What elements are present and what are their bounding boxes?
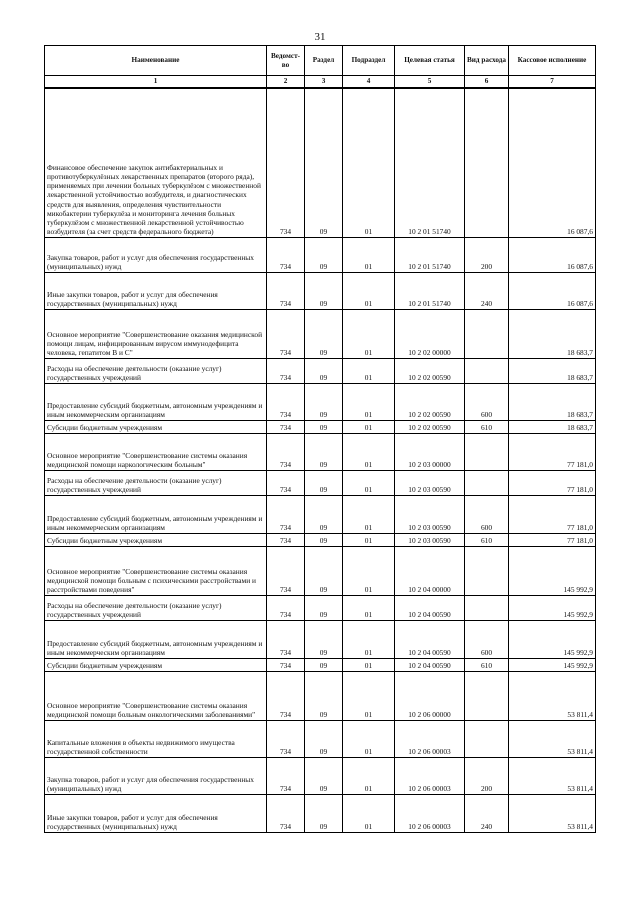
row-department: 734 [267,420,305,433]
row-department: 734 [267,671,305,720]
row-cash-execution: 77 181,0 [509,433,596,470]
row-department: 734 [267,88,305,237]
column-number: 5 [395,76,465,89]
table-row [45,533,596,546]
row-target-item: 10 2 02 00590 [395,383,465,420]
row-expense-type: 610 [465,533,509,546]
column-number: 1 [45,76,267,89]
row-department: 734 [267,433,305,470]
row-cash-execution: 145 992,9 [509,546,596,595]
column-number: 4 [343,76,395,89]
row-name: Расходы на обеспечение деятельности (оказание услуг) государственных учреждений [45,470,267,495]
row-name: Расходы на обеспечение деятельности (оказание услуг) государственных учреждений [45,595,267,620]
row-target-item: 10 2 06 00003 [395,794,465,832]
table-row [45,620,596,658]
row-subsection: 01 [343,495,395,533]
table-row [45,383,596,420]
row-expense-type: 200 [465,237,509,272]
row-expense-type: 600 [465,495,509,533]
page-number: 31 [314,31,326,43]
budget-execution-table [44,45,596,833]
table-row [45,671,596,720]
row-cash-execution: 18 683,7 [509,420,596,433]
row-cash-execution: 53 811,4 [509,757,596,794]
row-section: 09 [305,794,343,832]
row-subsection: 01 [343,757,395,794]
row-expense-type [465,470,509,495]
row-expense-type [465,309,509,358]
row-subsection: 01 [343,433,395,470]
row-subsection: 01 [343,671,395,720]
row-section: 09 [305,309,343,358]
row-target-item: 10 2 02 00000 [395,309,465,358]
row-target-item: 10 2 02 00590 [395,358,465,383]
header-section: Раздел [305,46,343,76]
column-number-row [45,76,596,89]
row-target-item: 10 2 01 51740 [395,272,465,309]
row-expense-type [465,433,509,470]
row-section: 09 [305,757,343,794]
row-subsection: 01 [343,237,395,272]
row-subsection: 01 [343,420,395,433]
row-cash-execution: 145 992,9 [509,658,596,671]
row-expense-type [465,595,509,620]
row-department: 734 [267,470,305,495]
row-name: Иные закупки товаров, работ и услуг для обеспечения государственных (муниципальных) нужд [45,272,267,309]
row-section: 09 [305,88,343,237]
row-expense-type: 610 [465,658,509,671]
row-name: Предоставление субсидий бюджетным, автономным учреждениям и иным некоммерческим организациям [45,495,267,533]
row-name: Финансовое обеспечение закупок антибактериальных и противотуберкулёзных лекарственных препаратов (второго ряда), применяемых при лечении больных туберкулёзом с множественной лекарственной устойчивостью возбудителя, и диагностических средств для выявления, определения чувствительности микобактерии туберкулёза и мониторинга лечения больных туберкулёзом с множественной лекарственной устойчивостью возбудителя (за счет средств федерального бюджета) [45,88,267,237]
row-cash-execution: 77 181,0 [509,495,596,533]
row-subsection: 01 [343,272,395,309]
table-row [45,495,596,533]
column-number: 3 [305,76,343,89]
row-section: 09 [305,358,343,383]
row-department: 734 [267,757,305,794]
row-name: Субсидии бюджетным учреждениям [45,658,267,671]
row-cash-execution: 53 811,4 [509,720,596,757]
row-name: Основное мероприятие "Совершенствование системы оказания медицинской помощи наркологическим больным" [45,433,267,470]
table-row [45,272,596,309]
row-subsection: 01 [343,546,395,595]
row-name: Предоставление субсидий бюджетным, автономным учреждениям и иным некоммерческим организациям [45,620,267,658]
row-target-item: 10 2 01 51740 [395,88,465,237]
row-subsection: 01 [343,794,395,832]
row-cash-execution: 16 087,6 [509,237,596,272]
row-expense-type [465,671,509,720]
row-department: 734 [267,309,305,358]
row-subsection: 01 [343,658,395,671]
header-row [45,46,596,76]
row-expense-type: 200 [465,757,509,794]
header-subsection: Подраздел [343,46,395,76]
row-target-item: 10 2 04 00590 [395,620,465,658]
column-number: 7 [509,76,596,89]
row-section: 09 [305,383,343,420]
row-subsection: 01 [343,620,395,658]
row-department: 734 [267,237,305,272]
row-target-item: 10 2 06 00000 [395,671,465,720]
row-name: Закупка товаров, работ и услуг для обеспечения государственных (муниципальных) нужд [45,237,267,272]
table-row [45,237,596,272]
row-section: 09 [305,433,343,470]
row-expense-type: 600 [465,620,509,658]
row-section: 09 [305,546,343,595]
row-department: 734 [267,533,305,546]
table-row [45,720,596,757]
table-row [45,433,596,470]
row-department: 734 [267,546,305,595]
table-row [45,658,596,671]
row-target-item: 10 2 04 00590 [395,658,465,671]
table-row [45,358,596,383]
row-department: 734 [267,794,305,832]
row-cash-execution: 77 181,0 [509,533,596,546]
row-target-item: 10 2 01 51740 [395,237,465,272]
row-subsection: 01 [343,595,395,620]
row-cash-execution: 53 811,4 [509,671,596,720]
row-expense-type [465,358,509,383]
column-number: 6 [465,76,509,89]
row-name: Субсидии бюджетным учреждениям [45,420,267,433]
column-number: 2 [267,76,305,89]
row-cash-execution: 145 992,9 [509,595,596,620]
row-target-item: 10 2 06 00003 [395,720,465,757]
header-name: Наименование [45,46,267,76]
row-name: Расходы на обеспечение деятельности (оказание услуг) государственных учреждений [45,358,267,383]
row-expense-type [465,88,509,237]
row-expense-type [465,720,509,757]
row-subsection: 01 [343,358,395,383]
row-target-item: 10 2 03 00000 [395,433,465,470]
row-section: 09 [305,620,343,658]
table-row [45,420,596,433]
row-expense-type: 240 [465,794,509,832]
table-row [45,757,596,794]
row-department: 734 [267,383,305,420]
row-target-item: 10 2 03 00590 [395,495,465,533]
table-row [45,470,596,495]
row-name: Иные закупки товаров, работ и услуг для обеспечения государственных (муниципальных) нужд [45,794,267,832]
row-section: 09 [305,720,343,757]
row-cash-execution: 77 181,0 [509,470,596,495]
row-department: 734 [267,595,305,620]
row-subsection: 01 [343,470,395,495]
row-cash-execution: 53 811,4 [509,794,596,832]
row-expense-type: 610 [465,420,509,433]
row-subsection: 01 [343,720,395,757]
row-expense-type: 240 [465,272,509,309]
row-section: 09 [305,470,343,495]
row-subsection: 01 [343,383,395,420]
row-section: 09 [305,237,343,272]
row-subsection: 01 [343,533,395,546]
header-cash-execution: Кассовое исполнение [509,46,596,76]
row-expense-type [465,546,509,595]
row-department: 734 [267,272,305,309]
row-section: 09 [305,658,343,671]
row-section: 09 [305,495,343,533]
row-target-item: 10 2 06 00003 [395,757,465,794]
header-expense-type: Вид расхода [465,46,509,76]
header-target-item: Целевая статья [395,46,465,76]
row-name: Основное мероприятие "Совершенствование оказания медицинской помощи лицам, инфицированным вирусом иммунодефицита человека, гепатитом В и С" [45,309,267,358]
row-cash-execution: 18 683,7 [509,383,596,420]
row-name: Основное мероприятие "Совершенствование системы оказания медицинской помощи больным онкологическими заболеваниями" [45,671,267,720]
row-department: 734 [267,620,305,658]
row-subsection: 01 [343,88,395,237]
row-target-item: 10 2 04 00000 [395,546,465,595]
row-cash-execution: 16 087,6 [509,88,596,237]
row-subsection: 01 [343,309,395,358]
header-department: Ведомст-во [267,46,305,76]
row-expense-type: 600 [465,383,509,420]
row-cash-execution: 18 683,7 [509,309,596,358]
row-target-item: 10 2 04 00590 [395,595,465,620]
table-row [45,595,596,620]
row-name: Субсидии бюджетным учреждениям [45,533,267,546]
row-cash-execution: 145 992,9 [509,620,596,658]
row-name: Закупка товаров, работ и услуг для обеспечения государственных (муниципальных) нужд [45,757,267,794]
row-section: 09 [305,420,343,433]
table-row [45,88,596,237]
row-section: 09 [305,272,343,309]
row-target-item: 10 2 03 00590 [395,470,465,495]
table-row [45,309,596,358]
row-section: 09 [305,533,343,546]
table-row [45,546,596,595]
row-department: 734 [267,495,305,533]
row-section: 09 [305,671,343,720]
row-cash-execution: 18 683,7 [509,358,596,383]
row-department: 734 [267,358,305,383]
row-name: Основное мероприятие "Совершенствование системы оказания медицинской помощи больным с психическими расстройствами и расстройствами поведения" [45,546,267,595]
row-department: 734 [267,658,305,671]
row-department: 734 [267,720,305,757]
row-target-item: 10 2 02 00590 [395,420,465,433]
row-name: Предоставление субсидий бюджетным, автономным учреждениям и иным некоммерческим организациям [45,383,267,420]
row-cash-execution: 16 087,6 [509,272,596,309]
row-section: 09 [305,595,343,620]
row-target-item: 10 2 03 00590 [395,533,465,546]
table-row [45,794,596,832]
row-name: Капитальные вложения в объекты недвижимого имущества государственной собственности [45,720,267,757]
